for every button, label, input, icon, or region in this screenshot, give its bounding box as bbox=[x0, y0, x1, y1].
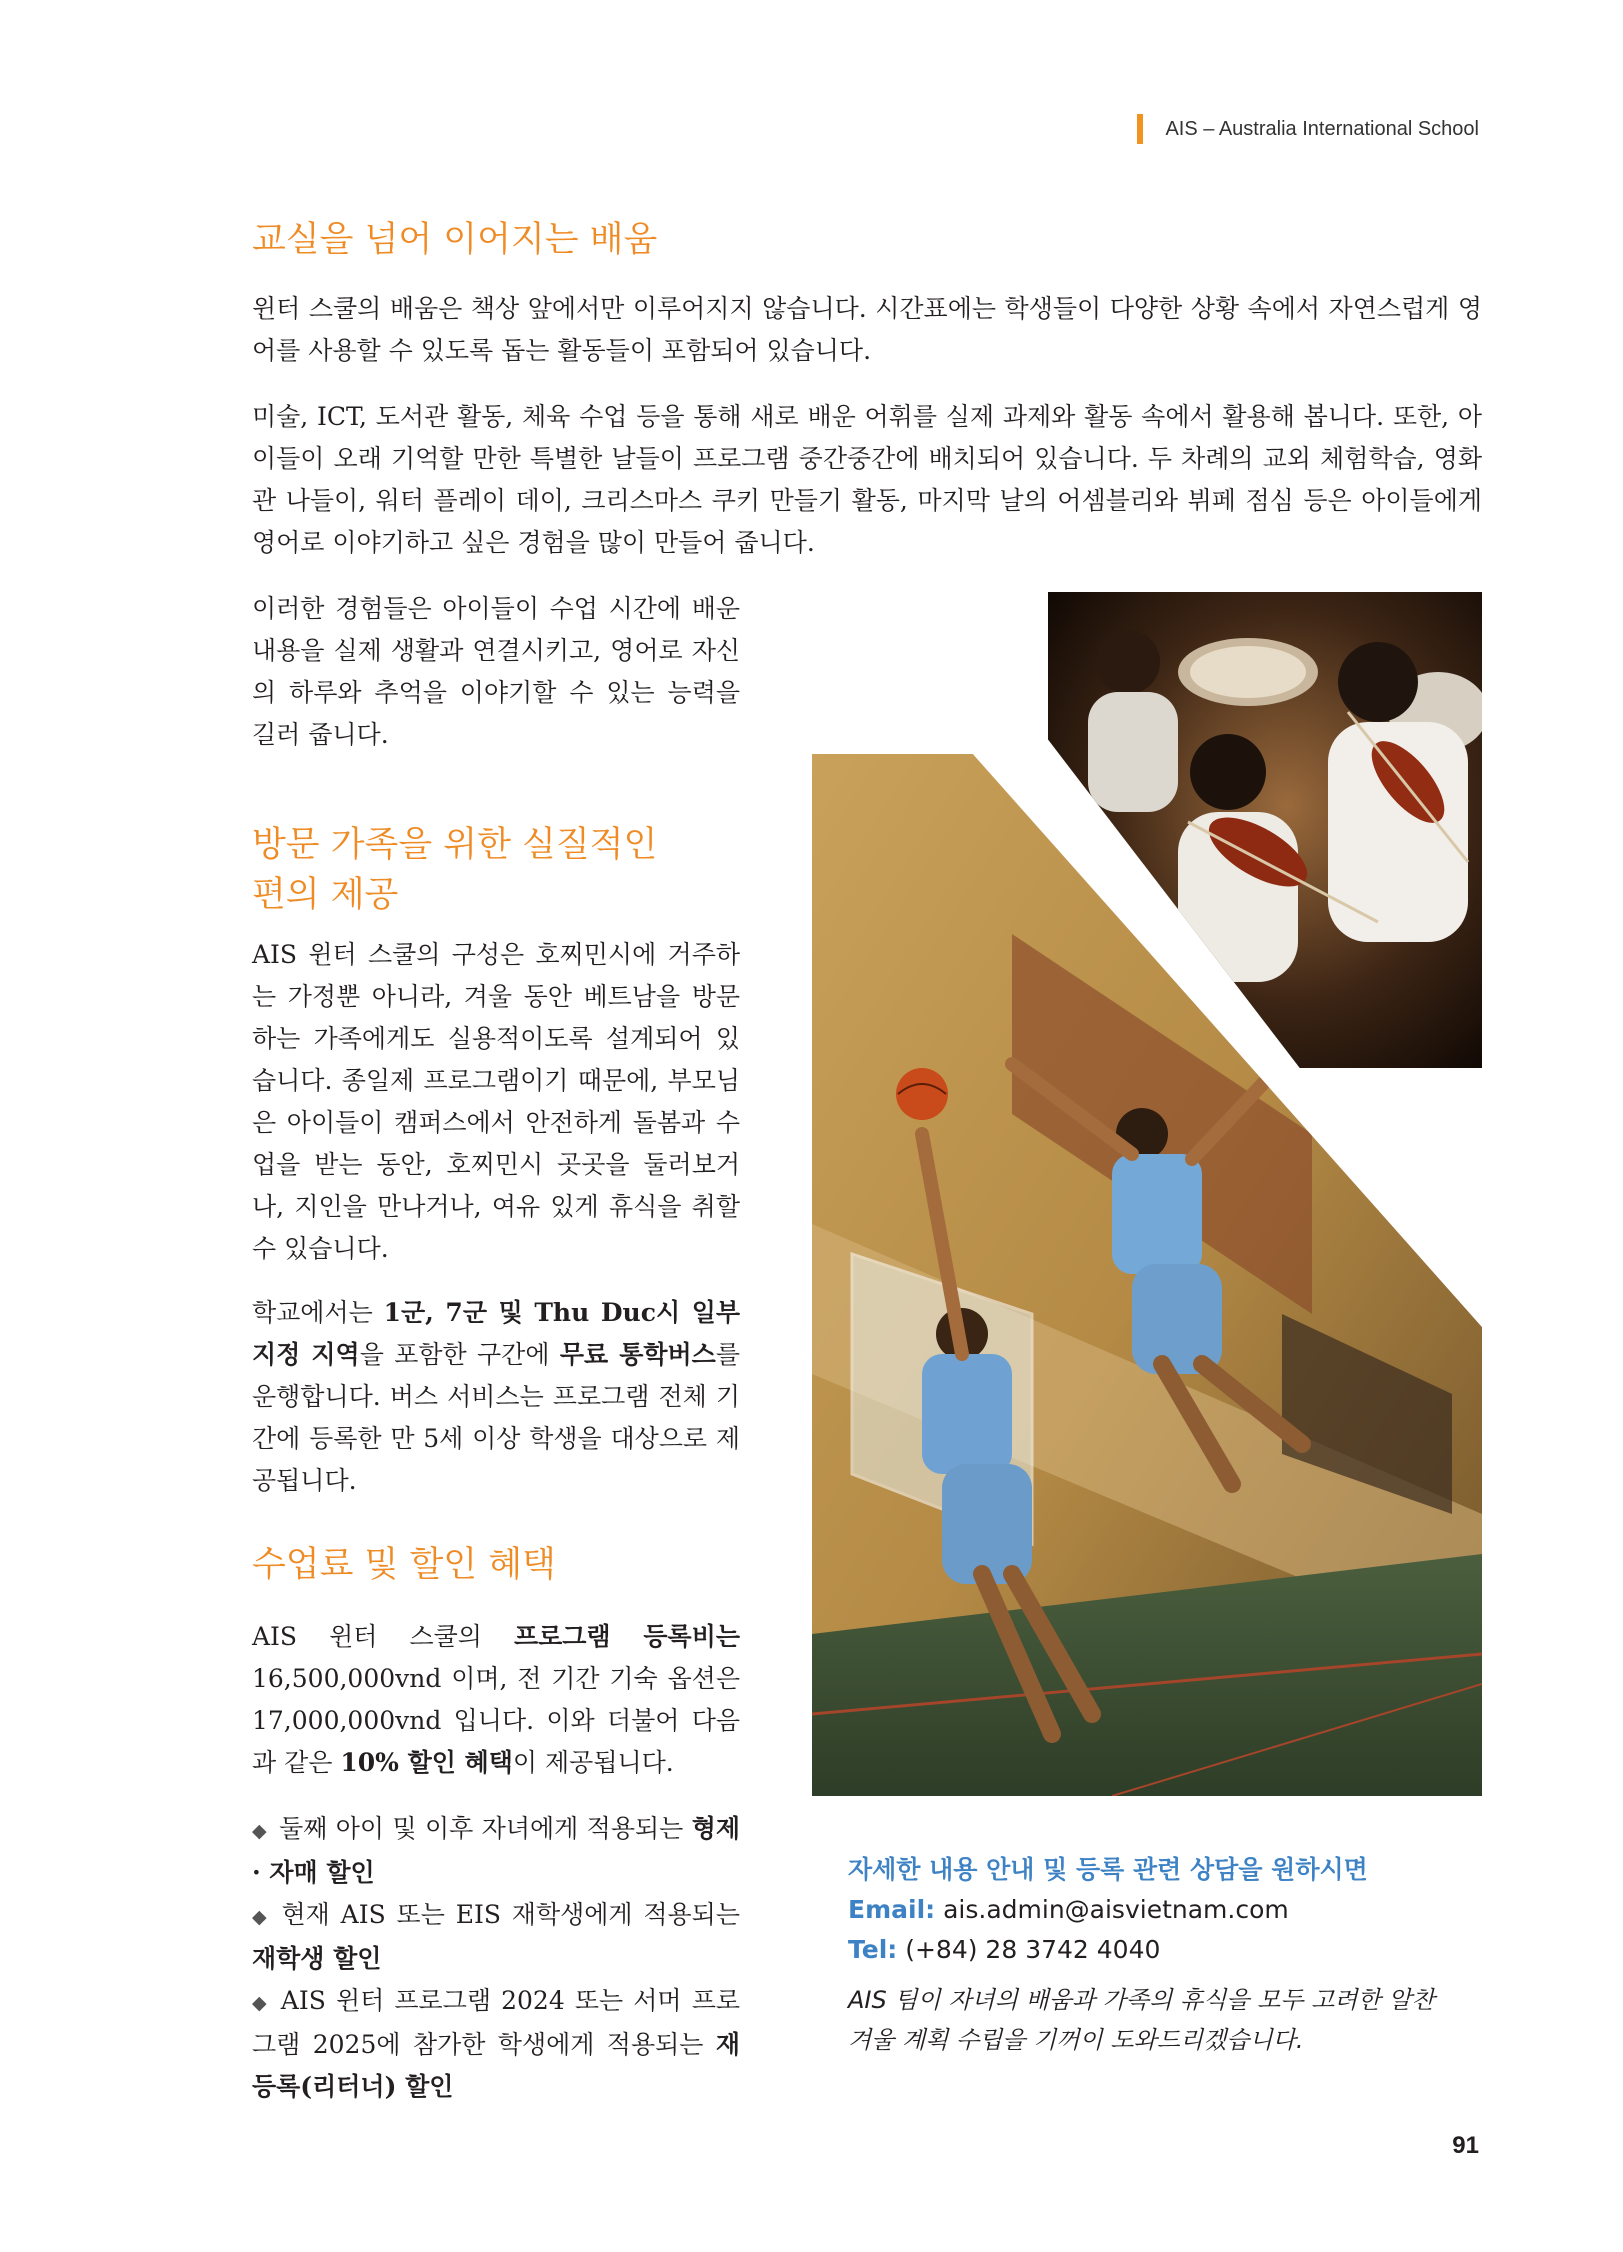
bold-run: 재학생 할인 bbox=[252, 1944, 382, 1973]
text-run: 16,500,000vnd 이며, 전 기간 기숙 옵션은 17,000,000vnd 입니다. 이와 더불어 다음과 같은 bbox=[252, 1664, 740, 1777]
list-item bbox=[252, 1980, 740, 2108]
paragraph-tuition bbox=[252, 1616, 740, 1784]
paragraph: 이러한 경험들은 아이들이 수업 시간에 배운 내용을 실제 생활과 연결시키고, 영어로 자신의 하루와 추억을 이야기할 수 있는 능력을 길러 줍니다. bbox=[252, 594, 740, 749]
note-line: 겨울 계획 수립을 기꺼이 도와드리겠습니다. bbox=[848, 2026, 1304, 2054]
note-line: AIS 팀이 자녀의 배움과 가족의 휴식을 모두 고려한 알찬 bbox=[848, 1986, 1435, 2014]
diamond-bullet-icon: ◆ bbox=[252, 1820, 268, 1842]
contact-tel bbox=[848, 1930, 1488, 1970]
bold-run: 형제 · 자매 할인 bbox=[252, 1814, 740, 1887]
page-number: 91 bbox=[1452, 2132, 1479, 2159]
paragraph-bus bbox=[252, 1292, 740, 1502]
running-header bbox=[1137, 114, 1479, 144]
contact-heading: 자세한 내용 안내 및 등록 관련 상담을 원하시면 bbox=[848, 1855, 1368, 1884]
contact-note bbox=[848, 1980, 1488, 2060]
discount-list bbox=[252, 1808, 740, 2108]
contact-block bbox=[848, 1850, 1488, 2060]
header-text: AIS – Australia International School bbox=[1165, 117, 1479, 140]
section-title-tuition: 수업료 및 할인 혜택 bbox=[252, 1545, 556, 1585]
tel-link[interactable]: (+84) 28 3742 4040 bbox=[905, 1935, 1161, 1964]
text-run: 학교에서는 bbox=[252, 1298, 384, 1327]
text-run: 현재 AIS 또는 EIS 재학생에게 적용되는 bbox=[281, 1900, 740, 1929]
text-run: 를 운행합니다. 버스 서비스는 프로그램 전체 기간에 등록한 만 5세 이상 학생을 대상으로 제공됩니다. bbox=[252, 1340, 740, 1495]
paragraph: 미술, ICT, 도서관 활동, 체육 수업 등을 통해 새로 배운 어휘를 실제 과제와 활동 속에서 활용해 봅니다. 또한, 아이들이 오래 기억할 만한 특별한 날들이 프로그램 중간중간에 배치되어 있습니다. 두 차례의 교외 체험학습, 영화관 나들이, 워터 플레이 데이, 크리스마스 쿠키 만들기 활동, 마지막 날의 어셈블리와 뷔페 점심 등은 아이들에게 영어로 이야기하고 싶은 경험을 많이 만들어 줍니다. bbox=[252, 402, 1482, 557]
text-run: AIS 윈터 프로그램 2024 또는 서머 프로그램 2025에 참가한 학생에게 적용되는 bbox=[252, 1986, 740, 2059]
bold-run: 재등록(리터너) 할인 bbox=[252, 2030, 740, 2101]
bold-run: 1군, 7군 및 Thu Duc시 일부 지정 지역 bbox=[252, 1298, 740, 1369]
text-run: AIS 윈터 스쿨의 bbox=[252, 1622, 514, 1651]
bold-run: 프로그램 등록비는 bbox=[513, 1622, 740, 1651]
contact-email bbox=[848, 1890, 1488, 1930]
text-run: 둘째 아이 및 이후 자녀에게 적용되는 bbox=[279, 1814, 692, 1843]
paragraph: AIS 윈터 스쿨의 구성은 호찌민시에 거주하는 가정뿐 아니라, 겨울 동안 베트남을 방문하는 가족에게도 실용적이도록 설계되어 있습니다. 종일제 프로그램이기 때문에, 부모님은 아이들이 캠퍼스에서 안전하게 돌봄과 수업을 받는 동안, 호찌민시 곳곳을 둘러보거나, 지인을 만나거나, 여유 있게 휴식을 취할 수 있습니다. bbox=[252, 940, 740, 1263]
paragraph: 윈터 스쿨의 배움은 책상 앞에서만 이루어지지 않습니다. 시간표에는 학생들이 다양한 상황 속에서 자연스럽게 영어를 사용할 수 있도록 돕는 활동들이 포함되어 있습니다. bbox=[252, 294, 1482, 365]
header-accent-bar bbox=[1137, 114, 1143, 144]
section-title-learning: 교실을 넘어 이어지는 배움 bbox=[252, 220, 658, 260]
text-run: 을 포함한 구간에 bbox=[359, 1340, 560, 1369]
title-line: 방문 가족을 위한 실질적인 bbox=[252, 825, 658, 865]
list-item bbox=[252, 1808, 740, 1894]
bold-run: 무료 통학버스 bbox=[559, 1340, 716, 1369]
title-line: 편의 제공 bbox=[252, 875, 399, 915]
email-label: Email: bbox=[848, 1895, 936, 1924]
email-link[interactable]: ais.admin@aisvietnam.com bbox=[943, 1895, 1289, 1924]
text-run: 이 제공됩니다. bbox=[512, 1748, 674, 1777]
bold-run: 10% 할인 혜택 bbox=[340, 1748, 513, 1777]
section-title-families bbox=[252, 820, 657, 920]
diamond-bullet-icon: ◆ bbox=[252, 1992, 269, 2014]
tel-label: Tel: bbox=[848, 1935, 898, 1964]
list-item bbox=[252, 1894, 740, 1980]
diamond-bullet-icon: ◆ bbox=[252, 1906, 270, 1928]
